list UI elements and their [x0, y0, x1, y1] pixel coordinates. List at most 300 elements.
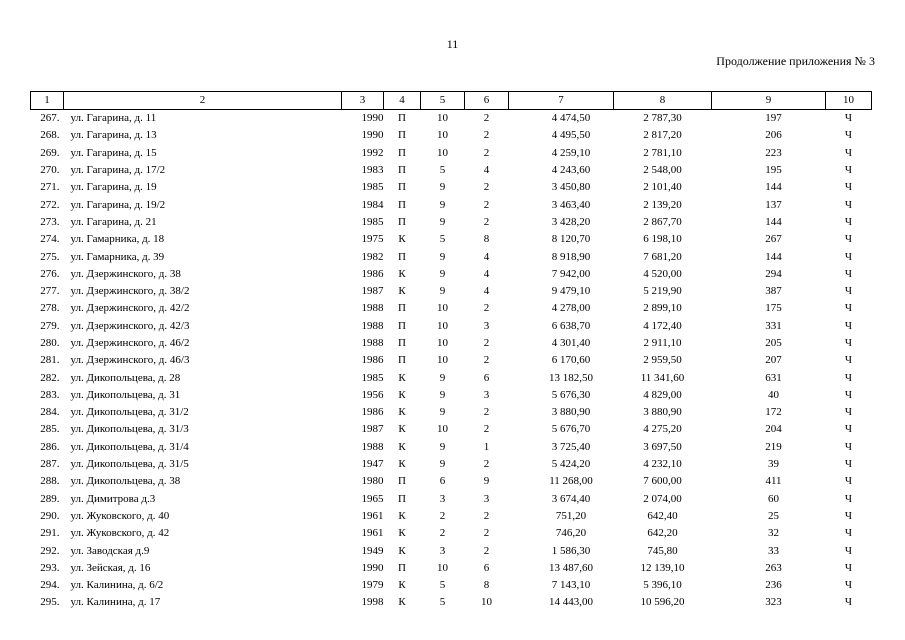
address-cell: ул. Калинина, д. 17	[70, 596, 161, 609]
year-built-cell: 1961	[361, 527, 384, 540]
total-area-cell: 3 463,40	[551, 198, 591, 211]
table-row	[31, 110, 872, 128]
category-cell: Ч	[844, 423, 853, 436]
address-cell: ул. Дикопольцева, д. 28	[70, 371, 181, 384]
residents-cell: 144	[765, 215, 782, 228]
living-area-cell: 7 681,20	[643, 250, 682, 263]
category-cell: Ч	[844, 198, 853, 211]
address-cell: ул. Гагарина, д. 19	[70, 181, 157, 194]
total-area-cell: 7 143,10	[551, 579, 591, 592]
entrances-cell: 6	[483, 561, 490, 574]
year-built-cell: 1986	[361, 406, 384, 419]
table-row	[31, 162, 872, 179]
living-area-cell: 2 817,20	[643, 129, 682, 142]
total-area-cell: 7 942,00	[551, 267, 591, 280]
living-area-cell: 642,40	[647, 509, 678, 522]
category-cell: Ч	[844, 458, 853, 471]
total-area-cell: 4 301,40	[551, 337, 591, 349]
residents-cell: 32	[768, 527, 779, 540]
total-area-cell: 4 259,10	[551, 146, 591, 159]
entrances-cell: 6	[483, 371, 490, 384]
row-number-cell: 284.	[40, 406, 60, 419]
address-cell: ул. Гагарина, д. 15	[70, 146, 157, 159]
category-cell: Ч	[844, 406, 853, 419]
total-area-cell: 4 278,00	[551, 302, 591, 315]
category-cell: Ч	[844, 544, 853, 557]
table-row	[31, 318, 872, 335]
total-area-cell: 6 170,60	[551, 354, 591, 367]
residents-cell: 207	[765, 354, 782, 367]
entrances-cell: 2	[483, 423, 490, 436]
year-built-cell: 1988	[361, 319, 384, 332]
column-header: 6	[465, 92, 509, 110]
total-area-cell: 13 487,60	[549, 561, 593, 574]
residents-cell: 39	[768, 458, 779, 471]
total-area-cell: 4 243,60	[551, 164, 591, 177]
table-row	[31, 439, 872, 456]
wall-material-cell: К	[398, 285, 406, 298]
floors-cell: 9	[439, 440, 446, 453]
row-number-cell: 279.	[40, 319, 60, 332]
residents-cell: 294	[765, 267, 782, 280]
table-row	[31, 387, 872, 404]
year-built-cell: 1975	[361, 233, 384, 246]
residents-cell: 387	[765, 285, 782, 298]
residents-cell: 263	[765, 561, 782, 574]
row-number-cell: 270.	[40, 164, 60, 177]
column-header: 3	[342, 92, 384, 110]
residents-cell: 175	[765, 302, 782, 315]
entrances-cell: 3	[483, 492, 490, 505]
category-cell: Ч	[844, 319, 853, 332]
address-cell: ул. Дикопольцева, д. 31	[70, 388, 181, 401]
category-cell: Ч	[844, 440, 853, 453]
residents-cell: 411	[765, 475, 782, 488]
living-area-cell: 10 596,20	[640, 596, 685, 609]
table-row	[31, 542, 872, 559]
table-row	[31, 127, 872, 144]
row-number-cell: 292.	[40, 544, 60, 557]
year-built-cell: 1982	[361, 250, 384, 263]
floors-cell: 9	[439, 285, 446, 298]
address-cell: ул. Гамарника, д. 39	[70, 250, 165, 263]
floors-cell: 10	[437, 354, 448, 367]
row-number-cell: 283.	[40, 388, 60, 401]
address-cell: ул. Дзержинского, д. 42/3	[70, 319, 190, 332]
category-cell: Ч	[844, 561, 853, 574]
table-row	[31, 145, 872, 162]
living-area-cell: 2 867,70	[643, 215, 682, 228]
entrances-cell: 1	[483, 440, 490, 453]
table-row	[31, 231, 872, 248]
living-area-cell: 2 787,30	[643, 112, 682, 125]
category-cell: Ч	[844, 371, 853, 384]
wall-material-cell: К	[398, 406, 406, 419]
wall-material-cell: К	[398, 267, 406, 280]
living-area-cell: 2 548,00	[643, 164, 682, 177]
year-built-cell: 1956	[361, 388, 384, 401]
total-area-cell: 9 479,10	[551, 285, 591, 298]
category-cell: Ч	[844, 164, 853, 177]
row-number-cell: 286.	[40, 440, 60, 453]
living-area-cell: 642,20	[647, 527, 678, 540]
category-cell: Ч	[844, 146, 853, 159]
table-row	[31, 369, 872, 386]
year-built-cell: 1961	[361, 509, 384, 522]
living-area-cell: 4 520,00	[643, 267, 682, 280]
category-cell: Ч	[844, 181, 853, 194]
table-row	[31, 421, 872, 438]
entrances-cell: 2	[483, 354, 490, 367]
table-row	[31, 335, 872, 352]
table-row	[31, 248, 872, 265]
floors-cell: 10	[437, 561, 448, 574]
table-row	[31, 300, 872, 317]
residents-cell: 331	[765, 319, 782, 332]
total-area-cell: 6 638,70	[551, 319, 591, 332]
category-cell: Ч	[844, 596, 853, 609]
entrances-cell: 3	[483, 319, 490, 332]
floors-cell: 9	[439, 267, 446, 280]
address-cell: ул. Дикопольцева, д. 31/5	[70, 458, 189, 471]
living-area-cell: 2 959,50	[643, 354, 682, 367]
address-cell: ул. Жуковского, д. 42	[70, 527, 170, 540]
wall-material-cell: К	[398, 579, 406, 592]
wall-material-cell: П	[398, 164, 406, 177]
year-built-cell: 1992	[361, 146, 384, 159]
wall-material-cell: К	[398, 440, 406, 453]
address-cell: ул. Зейская, д. 16	[70, 561, 151, 574]
row-number-cell: 275.	[40, 250, 60, 263]
floors-cell: 3	[439, 492, 446, 505]
residents-cell: 195	[765, 164, 782, 177]
address-cell: ул. Калинина, д. 6/2	[70, 579, 164, 592]
wall-material-cell: К	[398, 509, 406, 522]
entrances-cell: 2	[483, 181, 490, 194]
total-area-cell: 3 674,40	[551, 492, 591, 505]
column-header: 10	[826, 92, 872, 110]
total-area-cell: 3 450,80	[551, 181, 591, 194]
total-area-cell: 5 676,30	[551, 388, 591, 401]
year-built-cell: 1985	[361, 371, 384, 384]
address-cell: ул. Гагарина, д. 21	[70, 215, 157, 228]
row-number-cell: 276.	[40, 267, 60, 280]
total-area-cell: 5 676,70	[551, 423, 591, 436]
residents-cell: 172	[765, 406, 782, 419]
table-row	[31, 214, 872, 231]
category-cell: Ч	[844, 337, 853, 349]
address-cell: ул. Жуковского, д. 40	[70, 509, 170, 522]
residents-cell: 33	[768, 544, 779, 557]
row-number-cell: 290.	[40, 509, 60, 522]
wall-material-cell: П	[398, 181, 406, 194]
wall-material-cell: П	[398, 354, 406, 367]
living-area-cell: 2 074,00	[643, 492, 682, 505]
entrances-cell: 4	[483, 164, 490, 177]
category-cell: Ч	[844, 215, 853, 228]
address-cell: ул. Дикопольцева, д. 31/2	[70, 406, 189, 419]
table-row	[31, 196, 872, 213]
floors-cell: 5	[439, 579, 446, 592]
row-number-cell: 267.	[40, 112, 60, 125]
table-row	[31, 508, 872, 525]
year-built-cell: 1985	[361, 181, 384, 194]
year-built-cell: 1990	[361, 561, 384, 574]
address-cell: ул. Заводская д.9	[70, 544, 150, 557]
row-number-cell: 289.	[40, 492, 60, 505]
floors-cell: 5	[439, 233, 446, 246]
floors-cell: 5	[439, 596, 446, 609]
column-header: 7	[509, 92, 614, 110]
year-built-cell: 1986	[361, 354, 384, 367]
living-area-cell: 2 781,10	[643, 146, 682, 159]
year-built-cell: 1985	[361, 215, 384, 228]
category-cell: Ч	[844, 285, 853, 298]
wall-material-cell: П	[398, 561, 406, 574]
total-area-cell: 3 880,90	[551, 406, 591, 419]
entrances-cell: 2	[483, 527, 490, 540]
wall-material-cell: П	[398, 492, 406, 505]
living-area-cell: 2 139,20	[643, 198, 682, 211]
living-area-cell: 2 101,40	[643, 181, 682, 194]
total-area-cell: 13 182,50	[549, 371, 593, 384]
wall-material-cell: К	[398, 596, 406, 609]
floors-cell: 9	[439, 215, 446, 228]
year-built-cell: 1986	[361, 267, 384, 280]
row-number-cell: 278.	[40, 302, 60, 315]
table-row	[31, 456, 872, 473]
residents-cell: 204	[765, 423, 782, 436]
address-cell: ул. Димитрова д.3	[70, 492, 156, 505]
total-area-cell: 1 586,30	[551, 544, 591, 557]
total-area-cell: 751,20	[555, 509, 587, 522]
year-built-cell: 1947	[361, 458, 384, 471]
row-number-cell: 280.	[40, 337, 60, 349]
category-cell: Ч	[844, 112, 853, 125]
address-cell: ул. Дикопольцева, д. 31/4	[70, 440, 189, 453]
residents-cell: 144	[765, 181, 782, 194]
floors-cell: 9	[439, 388, 446, 401]
floors-cell: 10	[437, 146, 448, 159]
address-cell: ул. Гагарина, д. 11	[70, 112, 157, 125]
entrances-cell: 2	[483, 215, 490, 228]
floors-cell: 10	[437, 302, 448, 315]
floors-cell: 9	[439, 250, 446, 263]
entrances-cell: 2	[483, 112, 490, 125]
living-area-cell: 4 172,40	[643, 319, 682, 332]
total-area-cell: 3 725,40	[551, 440, 591, 453]
entrances-cell: 8	[483, 233, 490, 246]
category-cell: Ч	[844, 527, 853, 540]
category-cell: Ч	[844, 302, 853, 315]
table-row	[31, 594, 872, 611]
wall-material-cell: К	[398, 371, 406, 384]
address-cell: ул. Гагарина, д. 13	[70, 129, 157, 142]
floors-cell: 10	[437, 129, 448, 142]
floors-cell: 9	[439, 371, 446, 384]
row-number-cell: 288.	[40, 475, 60, 488]
address-cell: ул. Дзержинского, д. 38/2	[70, 285, 190, 298]
category-cell: Ч	[844, 579, 853, 592]
living-area-cell: 745,80	[647, 544, 678, 557]
floors-cell: 2	[439, 509, 446, 522]
row-number-cell: 294.	[40, 579, 60, 592]
wall-material-cell: П	[398, 129, 406, 142]
living-area-cell: 2 899,10	[643, 302, 682, 315]
year-built-cell: 1949	[361, 544, 384, 557]
total-area-cell: 4 495,50	[551, 129, 591, 142]
entrances-cell: 2	[483, 198, 490, 211]
floors-cell: 9	[439, 458, 446, 471]
row-number-cell: 274.	[40, 233, 60, 246]
year-built-cell: 1988	[361, 440, 384, 453]
category-cell: Ч	[844, 129, 853, 142]
residents-cell: 144	[765, 250, 782, 263]
floors-cell: 9	[439, 406, 446, 419]
residents-cell: 40	[768, 388, 779, 401]
total-area-cell: 746,20	[555, 527, 587, 540]
wall-material-cell: К	[398, 458, 406, 471]
residents-cell: 137	[765, 198, 782, 211]
year-built-cell: 1980	[361, 475, 384, 488]
category-cell: Ч	[844, 233, 853, 246]
column-header: 5	[421, 92, 465, 110]
year-built-cell: 1984	[361, 198, 384, 211]
living-area-cell: 4 829,00	[643, 388, 682, 401]
floors-cell: 9	[439, 181, 446, 194]
row-number-cell: 271.	[40, 181, 60, 194]
living-area-cell: 3 880,90	[643, 406, 682, 419]
total-area-cell: 8 120,70	[551, 233, 591, 246]
living-area-cell: 12 139,10	[640, 561, 685, 574]
residents-cell: 197	[765, 112, 782, 125]
floors-cell: 10	[437, 319, 448, 332]
category-cell: Ч	[844, 388, 853, 401]
wall-material-cell: К	[398, 423, 406, 436]
row-number-cell: 285.	[40, 423, 60, 436]
address-cell: ул. Дзержинского, д. 46/3	[70, 354, 190, 367]
living-area-cell: 7 600,00	[643, 475, 682, 488]
residents-cell: 206	[765, 129, 782, 142]
year-built-cell: 1987	[361, 285, 384, 298]
address-cell: ул. Дикопольцева, д. 31/3	[70, 423, 189, 436]
entrances-cell: 9	[483, 475, 490, 488]
continuation-caption: Продолжение приложения № 3	[716, 54, 875, 68]
residents-cell: 219	[765, 440, 782, 453]
entrances-cell: 10	[481, 596, 492, 609]
year-built-cell: 1998	[361, 596, 384, 609]
row-number-cell: 281.	[40, 354, 60, 367]
residents-cell: 205	[765, 337, 782, 349]
column-header: 9	[712, 92, 826, 110]
year-built-cell: 1990	[361, 112, 384, 125]
wall-material-cell: П	[398, 250, 406, 263]
year-built-cell: 1979	[361, 579, 384, 592]
total-area-cell: 5 424,20	[551, 458, 591, 471]
living-area-cell: 2 911,10	[643, 337, 682, 349]
category-cell: Ч	[844, 250, 853, 263]
address-cell: ул. Дзержинского, д. 42/2	[70, 302, 190, 315]
page-number: 11	[446, 37, 459, 51]
address-cell: ул. Гагарина, д. 17/2	[70, 164, 166, 177]
address-cell: ул. Гамарника, д. 18	[70, 233, 165, 246]
entrances-cell: 4	[483, 250, 490, 263]
floors-cell: 10	[437, 112, 448, 125]
row-number-cell: 282.	[40, 371, 60, 384]
row-number-cell: 291.	[40, 527, 60, 540]
column-header: 2	[64, 92, 342, 110]
wall-material-cell: П	[398, 319, 406, 332]
residents-cell: 223	[765, 146, 782, 159]
address-cell: ул. Гагарина, д. 19/2	[70, 198, 166, 211]
floors-cell: 10	[437, 337, 448, 349]
entrances-cell: 4	[483, 267, 490, 280]
row-number-cell: 272.	[40, 198, 60, 211]
living-area-cell: 5 219,90	[643, 285, 682, 298]
category-cell: Ч	[844, 492, 853, 505]
table-row	[31, 404, 872, 421]
entrances-cell: 2	[483, 302, 490, 315]
floors-cell: 3	[439, 544, 446, 557]
column-header: 4	[384, 92, 421, 110]
entrances-cell: 2	[483, 406, 490, 419]
entrances-cell: 2	[483, 129, 490, 142]
floors-cell: 5	[439, 164, 446, 177]
table-body	[31, 110, 872, 612]
living-area-cell: 3 697,50	[643, 440, 682, 453]
living-area-cell: 4 275,20	[643, 423, 682, 436]
entrances-cell: 2	[483, 458, 490, 471]
table-row	[31, 352, 872, 369]
living-area-cell: 6 198,10	[643, 233, 682, 246]
living-area-cell: 11 341,60	[640, 371, 685, 384]
row-number-cell: 268.	[40, 129, 60, 142]
table-row	[31, 525, 872, 542]
housing-table	[30, 91, 872, 612]
wall-material-cell: П	[398, 146, 406, 159]
wall-material-cell: П	[398, 302, 406, 315]
year-built-cell: 1987	[361, 423, 384, 436]
residents-cell: 323	[765, 596, 782, 609]
table-header	[31, 92, 872, 110]
row-number-cell: 287.	[40, 458, 60, 471]
entrances-cell: 3	[483, 388, 490, 401]
floors-cell: 9	[439, 198, 446, 211]
year-built-cell: 1990	[361, 129, 384, 142]
residents-cell: 236	[765, 579, 782, 592]
entrances-cell: 2	[483, 544, 490, 557]
living-area-cell: 4 232,10	[643, 458, 682, 471]
year-built-cell: 1988	[361, 337, 384, 349]
total-area-cell: 14 443,00	[549, 596, 593, 609]
floors-cell: 10	[437, 423, 448, 436]
residents-cell: 267	[765, 233, 782, 246]
address-cell: ул. Дзержинского, д. 38	[70, 267, 181, 280]
year-built-cell: 1983	[361, 164, 384, 177]
address-cell: ул. Дикопольцева, д. 38	[70, 475, 181, 488]
entrances-cell: 2	[483, 337, 490, 349]
row-number-cell: 295.	[40, 596, 60, 609]
category-cell: Ч	[844, 509, 853, 522]
row-number-cell: 293.	[40, 561, 60, 574]
category-cell: Ч	[844, 267, 853, 280]
wall-material-cell: П	[398, 215, 406, 228]
row-number-cell: 269.	[40, 146, 60, 159]
category-cell: Ч	[844, 475, 853, 488]
year-built-cell: 1965	[361, 492, 384, 505]
table-row	[31, 473, 872, 490]
floors-cell: 6	[439, 475, 446, 488]
